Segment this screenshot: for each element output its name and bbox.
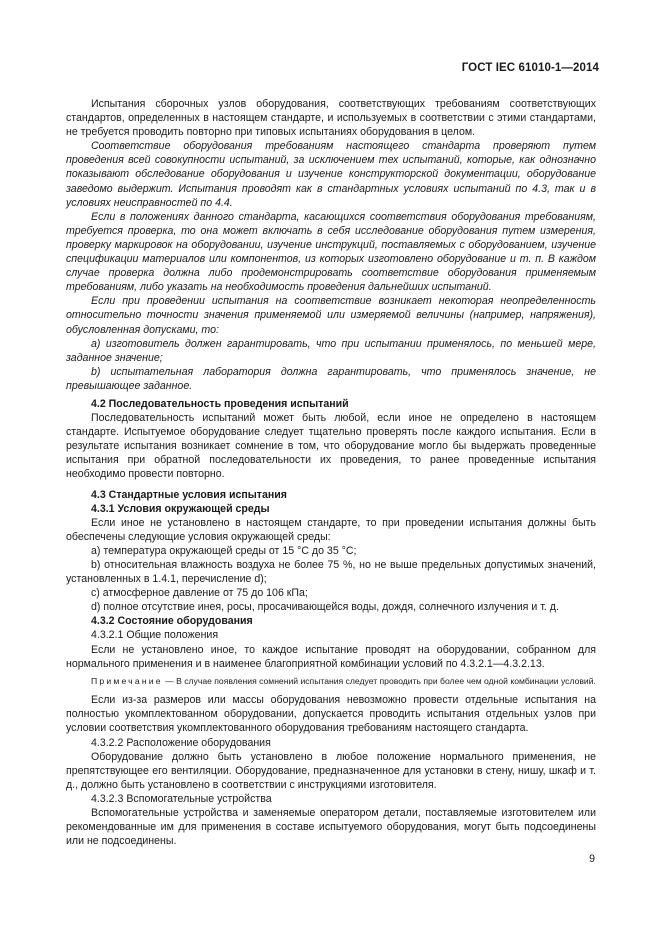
section-heading: 4.3 Стандартные условия испытания xyxy=(91,488,287,501)
paragraph: Если при проведении испытания на соответствие возникает некоторая неопределенность относительно точности значения применяемой или измеряемой величины (например, напряжения), обусловленная допусками, то: xyxy=(66,295,596,336)
subsection-heading: 4.3.1 Условия окружающей среды xyxy=(91,502,270,515)
document-body xyxy=(66,97,596,848)
paragraph: Если иное не установлено в настоящем стандарте, то при проведении испытания должны быть обеспечены следующие условия окружающей среды: xyxy=(66,516,596,543)
subsection-heading: 4.3.2 Состояние оборудования xyxy=(91,615,253,628)
paragraph: Испытания сборочных узлов оборудования, соответствующих требованиям соответствующих стандартов, определенных в настоящем стандарте, и используемых в соответствии с этими стандартами, не требуется проводить повторно при типовых испытаниях оборудования в целом. xyxy=(66,98,596,139)
list-item: b) относительная влажность воздуха не более 75 %, но не выше предельных допустимых значений, установленных в 1.4.1, перечисление d); xyxy=(66,559,596,586)
paragraph: Последовательность испытаний может быть любой, если иное не определено в настоящем стандарте. Испытуемое оборудование следует тщательно проверять после каждого испытания. Если в результате испытания возникает сомнение в том, что оборудование могло бы выдержать проведенные испытания при обратной последовательности их проведения, то ранее проведенные испытания необходимо провести повторно. xyxy=(66,412,596,481)
paragraph: Если не установлено иное, то каждое испытание проводят на оборудовании, собранном для нормального применения и в наименее благоприятной комбинации условий по 4.3.2.1—4.3.2.13. xyxy=(66,643,596,670)
note-label: Примечание xyxy=(91,675,163,686)
section-heading: 4.2 Последовательность проведения испытаний xyxy=(91,397,349,410)
note xyxy=(66,675,596,688)
clause-heading: 4.3.2.2 Расположение оборудования xyxy=(91,736,271,749)
paragraph: Вспомогательные устройства и заменяемые оператором детали, поставляемые изготовителем или рекомендованные им для применения в составе испытуемого оборудования, могут быть подсоединены или не подсоединены. xyxy=(66,807,596,848)
list-item: c) атмосферное давление от 75 до 106 кПа; xyxy=(91,587,308,600)
list-item: a) изготовитель должен гарантировать, что при испытании применялось, по меньшей мере, заданное значение; xyxy=(66,337,596,364)
document-header: ГОСТ IEC 61010-1—2014 xyxy=(461,62,599,74)
clause-heading: 4.3.2.1 Общие положения xyxy=(91,629,219,642)
list-item: d) полное отсутствие инея, росы, просачивающейся воды, дождя, солнечного излучения и т. д. xyxy=(91,601,559,614)
list-item: b) испытательная лаборатория должна гарантировать, что применялось значение, не превышающее заданное. xyxy=(66,365,596,392)
paragraph: Если в положениях данного стандарта, касающихся соответствия оборудования требованиям, требуется проверка, то она может включать в себя исследование оборудования путем измерения, проверку маркировок на оборудовании, изучение инструкций, поставляемых с оборудованием, изучение спецификации материалов или компонентов, из которых изготовлено оборудование и т. п. В каждом случае проверка должна либо продемонстрировать соответствие оборудования применяемым требованиям, либо указать на необходимость проведения дальнейших испытаний. xyxy=(66,210,596,294)
note-text: — В случае появления сомнений испытания следует проводить при более чем одной комбинации условий. xyxy=(162,675,596,686)
paragraph: Соответствие оборудования требованиям настоящего стандарта проверяют путем проведения всей совокупности испытаний, за исключением тех испытаний, которые, как однозначно показывают обследование оборудования и изучение конструкторской документации, оборудование заведомо выдержит. Испытания проводят как в стандартных условиях испытаний по 4.3, так и в условиях неисправностей по 4.4. xyxy=(66,140,596,209)
clause-heading: 4.3.2.3 Вспомогательные устройства xyxy=(91,792,272,805)
page-number: 9 xyxy=(589,853,595,865)
paragraph: Если из-за размеров или массы оборудования невозможно провести отдельные испытания на полностью укомплектованном оборудовании, допускается проводить испытания отдельных узлов при условии соответствия укомплектованного оборудования требованиям настоящего стандарта. xyxy=(66,694,596,735)
list-item: a) температура окружающей среды от 15 °C до 35 °C; xyxy=(91,544,357,557)
paragraph: Оборудование должно быть установлено в любое положение нормального применения, не препятствующее его вентиляции. Оборудование, предназначенное для установки в стену, нишу, шкаф и т. д., должно быть установлено в соответствии с инструкциями изготовителя. xyxy=(66,750,596,791)
